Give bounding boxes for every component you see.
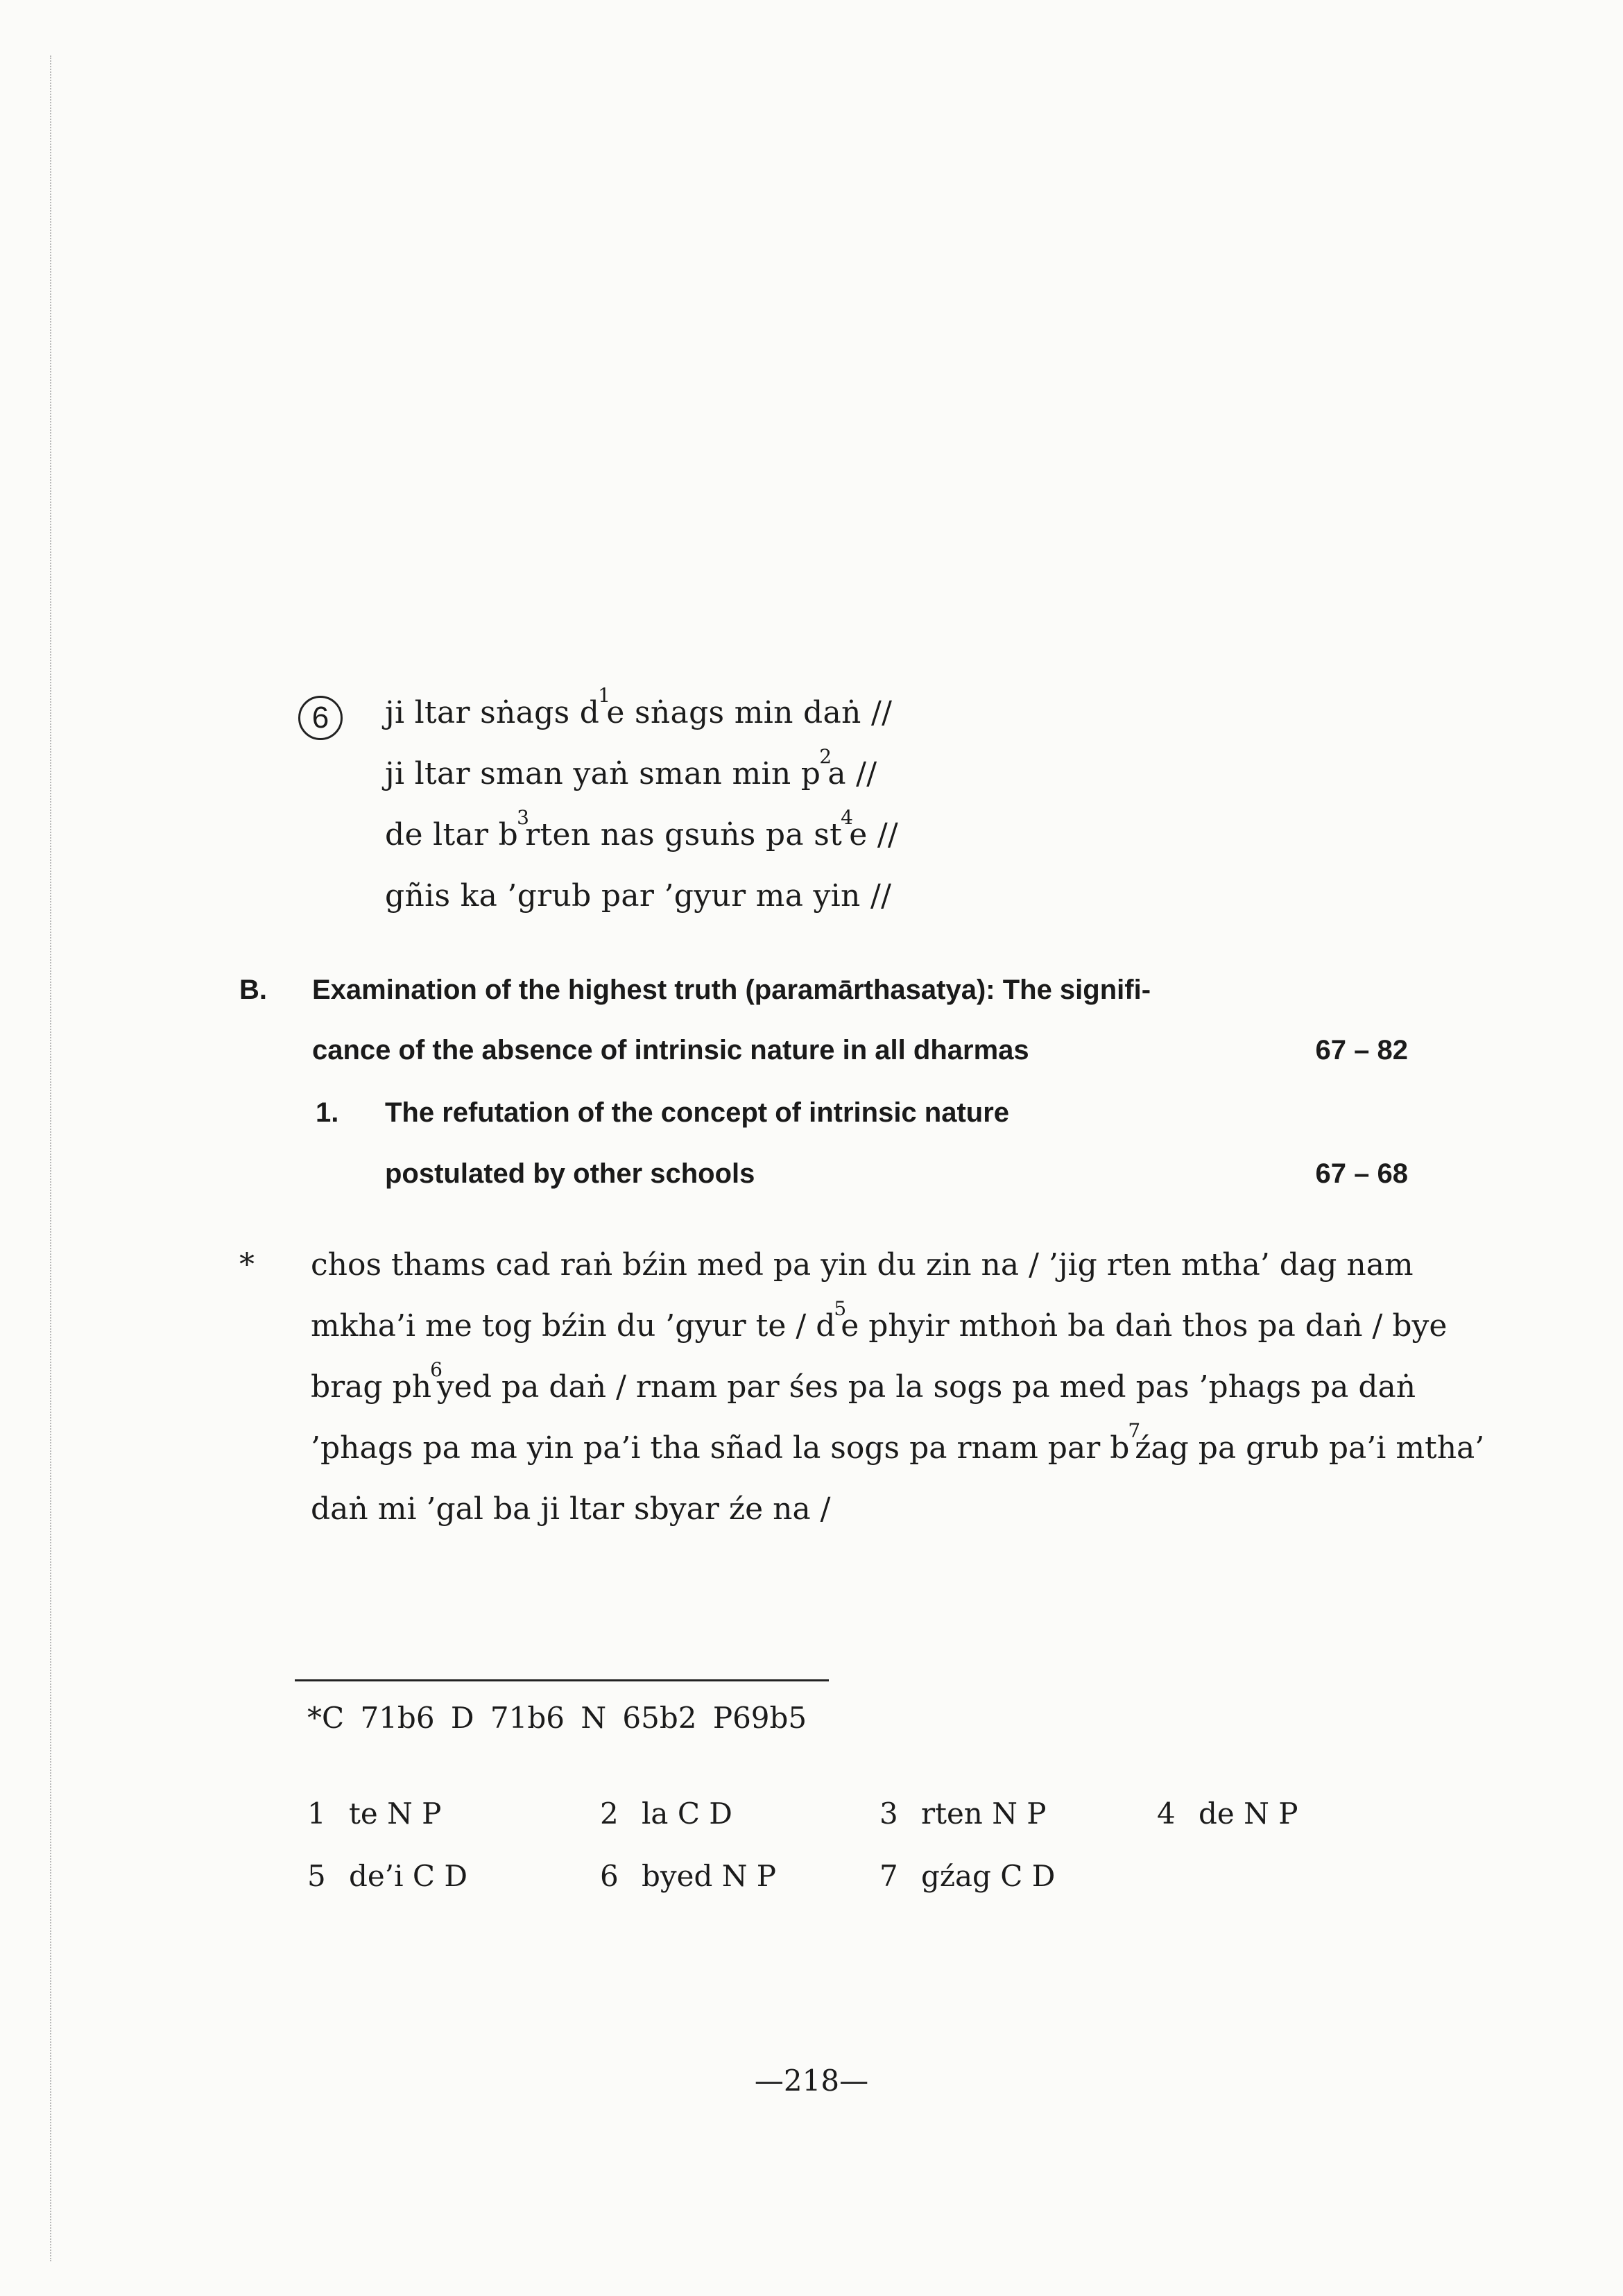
section-title-line-1: Examination of the highest truth (paramārthasatya): The signifi- bbox=[312, 975, 1151, 1005]
asterisk-marker: * bbox=[239, 1247, 255, 1283]
variant-reading-5: 5 de’i C D bbox=[307, 1859, 468, 1893]
verse-line-2: ji ltar sman yaṅ sman min p$^2$a // bbox=[385, 745, 877, 791]
variant-reading-3: 3 rten N P bbox=[879, 1797, 1047, 1831]
section-title-line-2: cance of the absence of intrinsic nature in all dharmas bbox=[312, 1035, 1029, 1065]
footnote-marker: 7 bbox=[1128, 1419, 1141, 1442]
variant-reading-2: 2 la C D bbox=[600, 1797, 732, 1831]
section-label: B. bbox=[239, 975, 267, 1005]
footnote-marker: 1 bbox=[598, 684, 611, 707]
footnote-marker: 6 bbox=[430, 1358, 443, 1381]
verse-line-4: gñis ka ’grub par ’gyur ma yin // bbox=[385, 878, 892, 914]
subsection-title-line-1: The refutation of the concept of intrinsic nature bbox=[385, 1097, 1010, 1128]
variant-reading-7: 7 gźag C D bbox=[879, 1859, 1056, 1893]
prose-line-5: daṅ mi ’gal ba ji ltar sbyar źe na / bbox=[311, 1491, 831, 1527]
variant-reading-1: 1 te N P bbox=[307, 1797, 442, 1831]
footnote-marker: 5 bbox=[834, 1297, 847, 1320]
prose-line-1: chos thams cad raṅ bźin med pa yin du zin na / ’jig rten mtha’ dag nam bbox=[311, 1247, 1414, 1283]
prose-line-4: ’phags pa ma yin pa’i tha sñad la sogs pa rnam par b$^7$źag pa grub pa’i mtha’ bbox=[311, 1419, 1485, 1466]
variant-reading-6: 6 byed N P bbox=[600, 1859, 777, 1893]
variant-reading-4: 4 de N P bbox=[1157, 1797, 1298, 1831]
page-number: —218— bbox=[754, 2064, 869, 2098]
verse-line-3: de ltar b$^3$rten nas gsuṅs pa st$^4$e // bbox=[385, 806, 899, 853]
page-binding-edge bbox=[50, 55, 51, 2261]
footnote-sources: *C 71b6 D 71b6 N 65b2 P69b5 bbox=[307, 1701, 807, 1735]
subsection-label: 1. bbox=[316, 1097, 339, 1128]
subsection-title-line-2: postulated by other schools bbox=[385, 1158, 755, 1189]
footnote-marker: 3 bbox=[517, 806, 530, 829]
verse-number-circle: 6 bbox=[298, 696, 343, 740]
footnote-separator bbox=[295, 1679, 829, 1681]
footnote-marker: 2 bbox=[819, 745, 832, 768]
prose-line-2: mkha’i me tog bźin du ’gyur te / d$^5$e phyir mthoṅ ba daṅ thos pa daṅ / bye bbox=[311, 1297, 1448, 1344]
section-page-range: 67 – 82 bbox=[1315, 1035, 1408, 1065]
prose-line-3: brag ph$^6$yed pa daṅ / rnam par śes pa la sogs pa med pas ’phags pa daṅ bbox=[311, 1358, 1416, 1405]
footnote-marker: 4 bbox=[841, 806, 854, 829]
verse-line-1: ji ltar sṅags d$^1$e sṅags min daṅ // bbox=[385, 684, 893, 730]
subsection-page-range: 67 – 68 bbox=[1315, 1158, 1408, 1189]
